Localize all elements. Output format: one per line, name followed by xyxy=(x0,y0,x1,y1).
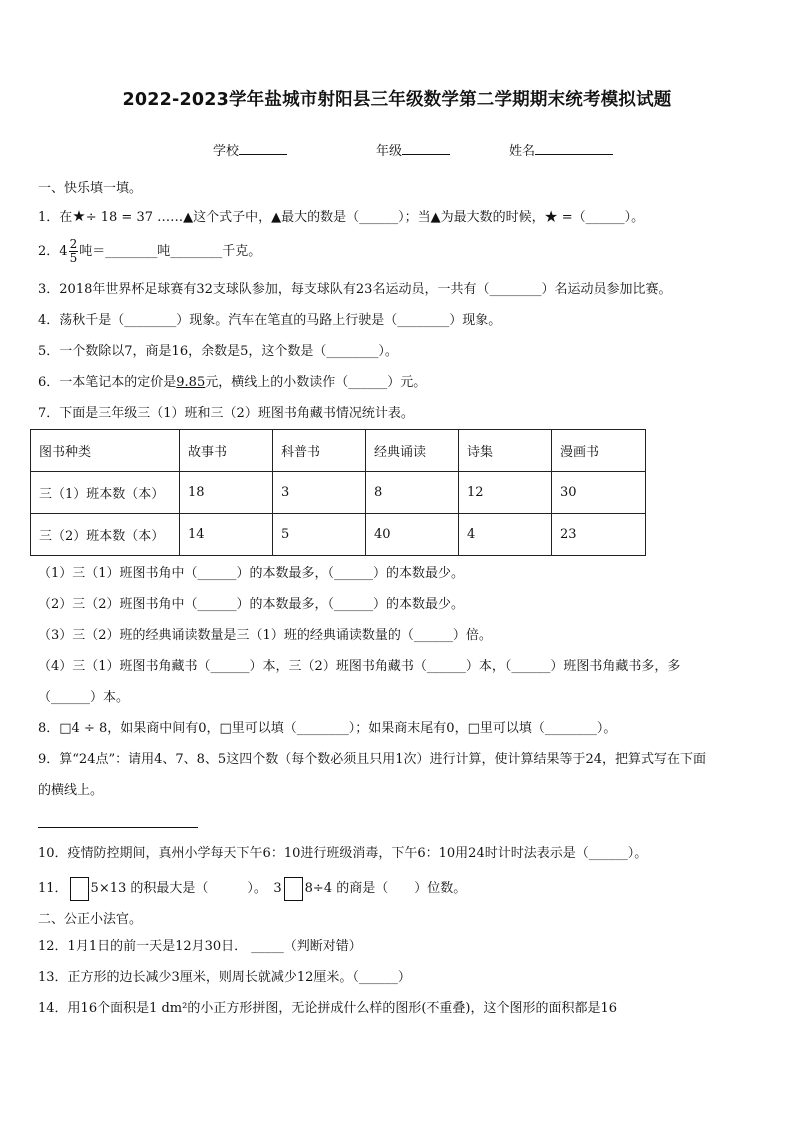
question-13: 13．正方形的边长减少3厘米，则周长就减少12厘米。（______） xyxy=(38,970,411,985)
question-6 xyxy=(38,374,426,392)
grade-blank xyxy=(402,141,450,155)
table-cell: 30 xyxy=(552,472,646,514)
table-header-cell: 漫画书 xyxy=(552,430,646,472)
q11-text-a: 5×13 的积最大是（ ）。 3 xyxy=(90,881,282,896)
table-header-cell: 诗集 xyxy=(459,430,552,472)
fraction-denominator: 5 xyxy=(69,251,78,265)
q11-number: 11． xyxy=(38,881,68,896)
question-9a: 9．算“24点”：请用4、7、8、5这四个数（每个数必须且只用1次）进行计算，使计算结果等于24，把算式写在下面 xyxy=(38,752,707,767)
blank-box xyxy=(284,877,303,901)
question-7: 7．下面是三年级三（1）班和三（2）班图书角藏书情况统计表。 xyxy=(38,406,414,421)
table-cell: 12 xyxy=(459,472,552,514)
table-cell: 14 xyxy=(180,514,273,556)
q1-number: 1．在 xyxy=(38,210,73,225)
question-5: 5．一个数除以7，商是16，余数是5，这个数是（________）。 xyxy=(38,344,398,359)
table-header-cell: 经典诵读 xyxy=(366,430,459,472)
answer-line xyxy=(38,827,198,828)
question-12: 12．1月1日的前一天是12月30日． _____（判断对错） xyxy=(38,939,362,954)
table-cell: 3 xyxy=(273,472,366,514)
name-field xyxy=(509,140,613,159)
q1-text: 这个式子中，▲最大的数是（______）；当▲为最大数的时候，★ =（______）。 xyxy=(193,210,645,225)
school-label: 学校 xyxy=(213,144,240,159)
grade-label: 年级 xyxy=(376,144,403,159)
table-cell: 4 xyxy=(459,514,552,556)
question-7-3: （3）三（2）班的经典诵读数量是三（1）班的经典诵读数量的（______）倍。 xyxy=(38,628,492,643)
section-2-heading: 二、公正小法官。 xyxy=(38,912,143,927)
question-10: 10．疫情防控期间，真州小学每天下午6：10进行班级消毒，下午6：10用24时计时法表示是（______）。 xyxy=(38,846,648,861)
question-7-4a: （4）三（1）班图书角藏书（______）本，三（2）班图书角藏书（______）本，（______）班图书角藏书多，多 xyxy=(38,659,681,674)
mixed-number-whole: 4 xyxy=(59,244,68,259)
table-header-row xyxy=(31,430,646,472)
q6-price: 9.85 xyxy=(176,375,206,390)
question-14: 14．用16个面积是1 dm²的小正方形拼图，无论拼成什么样的图形(不重叠)，这个图形的面积都是16 xyxy=(38,1001,618,1016)
school-blank xyxy=(239,141,287,155)
table-cell: 23 xyxy=(552,514,646,556)
q11-text-b: 8÷4 的商是（ ）位数。 xyxy=(304,881,467,896)
name-label: 姓名 xyxy=(509,144,536,159)
book-statistics-table xyxy=(30,429,646,556)
question-7-1: （1）三（1）班图书角中（______）的本数最多，（______）的本数最少。 xyxy=(38,566,465,581)
table-cell: 三（2）班本数（本） xyxy=(31,514,180,556)
question-9b: 的横线上。 xyxy=(38,783,104,798)
q2-text: 吨＝________吨________千克。 xyxy=(79,244,262,259)
table-header-cell: 故事书 xyxy=(180,430,273,472)
question-7-4b: （______）本。 xyxy=(38,690,130,705)
name-blank xyxy=(535,141,613,155)
page-title: 2022-2023学年盐城市射阳县三年级数学第二学期期末统考模拟试题 xyxy=(122,90,672,110)
table-cell: 40 xyxy=(366,514,459,556)
school-field xyxy=(213,140,287,159)
question-7-2: （2）三（2）班图书角中（______）的本数最多，（______）的本数最少。 xyxy=(38,597,465,612)
fraction xyxy=(69,238,79,265)
table-row xyxy=(31,472,646,514)
question-3: 3．2018年世界杯足球赛有32支球队参加，每支球队有23名运动员，一共有（________）名运动员参加比赛。 xyxy=(38,282,672,297)
question-8: 8．□4 ÷ 8，如果商中间有0，□里可以填（________）；如果商末尾有0，□里可以填（________）。 xyxy=(38,721,617,736)
star-icon: ★ xyxy=(72,207,86,225)
fraction-numerator: 2 xyxy=(69,237,78,251)
grade-field xyxy=(376,140,450,159)
table-cell: 8 xyxy=(366,472,459,514)
table-header-cell: 图书种类 xyxy=(31,430,180,472)
q6-text-a: 6．一本笔记本的定价是 xyxy=(38,375,177,390)
q1-equation: ÷ 18 = 37 ……▲ xyxy=(85,210,194,225)
table-header-cell: 科普书 xyxy=(273,430,366,472)
q6-text-b: 元，横线上的小数读作（______）元。 xyxy=(205,375,427,390)
question-4: 4．荡秋千是（________）现象。汽车在笔直的马路上行驶是（________）现象。 xyxy=(38,313,502,328)
question-1 xyxy=(38,207,644,227)
table-cell: 三（1）班本数（本） xyxy=(31,472,180,514)
table-cell: 5 xyxy=(273,514,366,556)
question-2 xyxy=(38,238,261,266)
section-1-heading: 一、快乐填一填。 xyxy=(38,181,143,196)
table-cell: 18 xyxy=(180,472,273,514)
blank-box xyxy=(70,877,89,901)
q2-number: 2． xyxy=(38,244,60,259)
question-11 xyxy=(38,876,466,902)
table-row xyxy=(31,514,646,556)
